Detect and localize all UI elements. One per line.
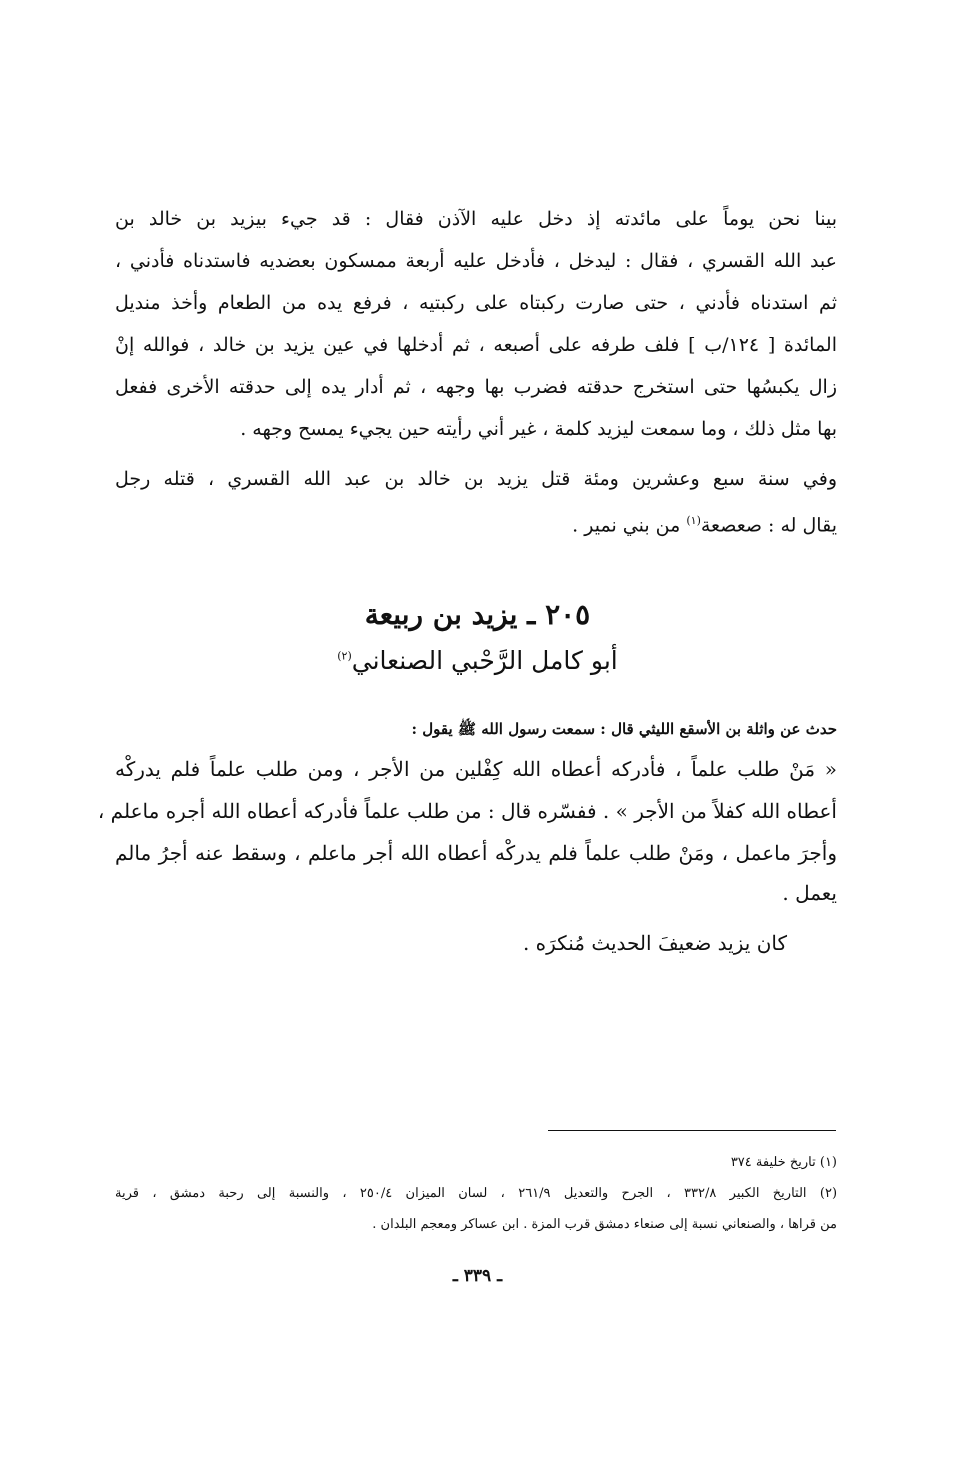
paragraph-1-line-5: زال يكبسُها حتى استخرج حدقته فضرب بها وجهه ، ثم أدار يده إلى حدقته الأخرى ففعل (115, 376, 837, 398)
entry-title: ٢٠٥ ـ يزيد بن ربيعة (364, 598, 591, 631)
paragraph-2-text-end: من بني نمير . (572, 514, 687, 537)
footnote-ref-2: (٢) (337, 649, 352, 663)
entry-subtitle-text: أبو كامل الرَّحْبي الصنعاني (351, 646, 618, 675)
entry-subtitle (0, 646, 955, 675)
paragraph-1-line-4: المائدة [ ١٢٤/ب ] فلف طرفه على أصبعه ، ثم أدخلها في عين يزيد بن خالد ، فوالله إنْ (115, 334, 837, 356)
hadith-line-2: أعطاه الله كفلاً من الأجر » . ففسّره قال : من طلب علماً فأدركه أعطاه الله أجره ماعلم ، (97, 799, 837, 823)
verdict-line: كان يزيد ضعيفَ الحديث مُنكرَه . (522, 931, 787, 955)
paragraph-2-text-start: يقال له : صعصعة (700, 514, 837, 537)
paragraph-1-line-1: بينا نحن يوماً على مائدته إذ دخل عليه الآذن فقال : قد جيء بيزيد بن خالد بن (115, 208, 837, 230)
footnote-separator (548, 1130, 836, 1131)
hadith-line-1: « مَنْ طلب علماً ، فأدركه أعطاه الله كِفْلين من الأجر ، ومن طلب علماً فلم يدركْه (115, 757, 837, 781)
paragraph-1-line-3: ثم استدناه فأدني ، حتى صارت ركبتاه على ركبتيه ، فرفع يده من الطعام وأخذ منديل (115, 292, 837, 314)
paragraph-1-line-6: بها مثل ذلك ، وما سمعت ليزيد كلمة ، غير أني رأيته حين يجيء يمسح وجهه . (240, 418, 837, 440)
paragraph-1-line-2: عبد الله القسري ، فقال : ليدخل ، فأدخل عليه أربعة ممسكون بعضديه فاستدناه فأدني ، (115, 250, 837, 272)
footnote-2-line-2: من قراها ، والصنعاني نسبة إلى صنعاء دمشق قرب المزة . ابن عساكر ومعجم البلدان . (372, 1217, 837, 1232)
hadith-line-4: يعمل . (782, 881, 837, 905)
footnote-1: (١) تاريخ خليفة ٣٧٤ (730, 1155, 837, 1170)
paragraph-2-line-2 (115, 506, 837, 540)
paragraph-2-line-1: وفي سنة سبع وعشرين ومئة قتل يزيد بن خالد بن عبد الله القسري ، قتله رجل (115, 468, 837, 490)
footnote-2-line-1: (٢) التاريخ الكبير ٣٣٢/٨ ، الجرح والتعديل ٢٦١/٩ ، لسان الميزان ٢٥٠/٤ ، والنسبة إلى رحبة دمشق ، قرية (115, 1186, 838, 1201)
hadith-line-3: وأجرَ ماعمل ، ومَنْ طلب علماً فلم يدركْه أعطاه الله أجر ماعلم ، وسقط عنه أجرُ مالم (115, 841, 837, 865)
footnote-ref-1: (١) (686, 514, 701, 527)
page-number: ـ ٣٣٩ ـ (452, 1266, 503, 1286)
isnad-line: حدث عن واثلة بن الأسقع الليثي قال : سمعت رسول الله ﷺ يقول : (411, 720, 837, 738)
